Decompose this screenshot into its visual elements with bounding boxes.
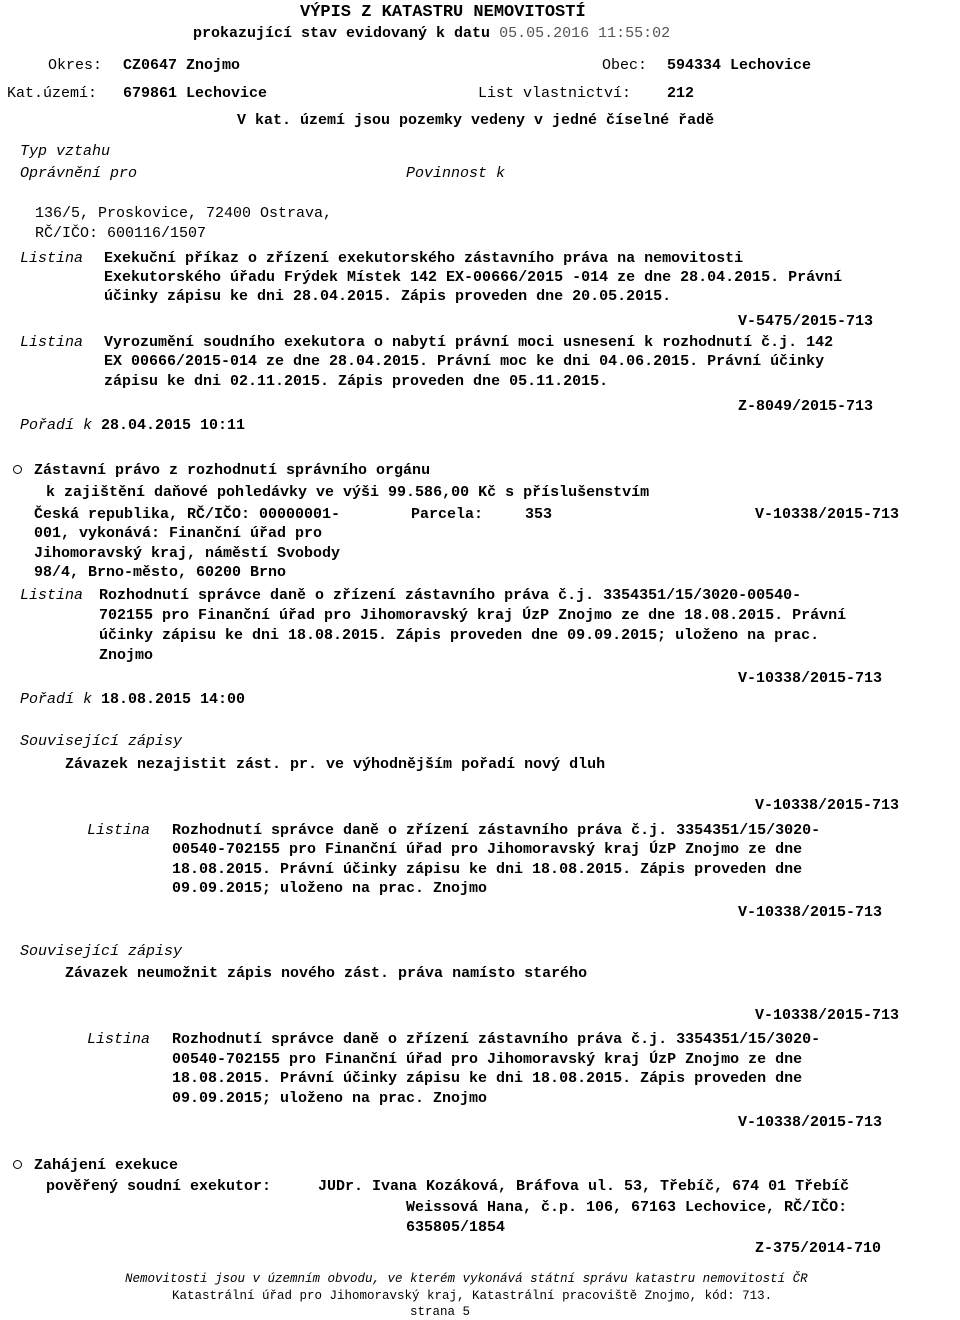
katuzemi-value: 679861 Lechovice <box>123 85 268 102</box>
entry2-title: Zástavní právo z rozhodnutí správního orgánu <box>34 462 431 479</box>
related-doc-line: Rozhodnutí správce daně o zřízení zástavního práva č.j. 3354351/15/3020- <box>172 822 821 839</box>
entry1-poradi: Pořadí k 28.04.2015 10:11 <box>20 417 246 434</box>
footer-line1: Nemovitosti jsou v územním obvodu, ve kterém vykonává státní správu katastru nemovitostí ČR <box>125 1272 808 1286</box>
list-value: 212 <box>667 85 695 102</box>
entry2-party-line: 001, vykonává: Finanční úřad pro <box>34 525 323 542</box>
entry2-doc-line: 702155 pro Finanční úřad pro Jihomoravský kraj ÚzP Znojmo ze dne 18.08.2015. Právní <box>99 607 847 624</box>
entry2-parcela-ref: V-10338/2015-713 <box>755 506 900 523</box>
entry3-party-line1: Weissová Hana, č.p. 106, 67163 Lechovice, RČ/IČO: <box>406 1199 848 1216</box>
related-doc-line: 09.09.2015; uloženo na prac. Znojmo <box>172 880 488 897</box>
list-label: List vlastnictví: <box>478 85 632 102</box>
entry3-title: Zahájení exekuce <box>34 1157 179 1174</box>
entry2-party-line: 98/4, Brno-město, 60200 Brno <box>34 564 287 581</box>
related-doc-line: Rozhodnutí správce daně o zřízení zástavního práva č.j. 3354351/15/3020- <box>172 1031 821 1048</box>
column-opravneni-pro: Oprávnění pro <box>20 165 138 182</box>
related-listina-label: Listina <box>87 822 151 839</box>
related-doc-line: 18.08.2015. Právní účinky zápisu ke dni 18.08.2015. Zápis proveden dne <box>172 1070 803 1087</box>
related-doc-line: 00540-702155 pro Finanční úřad pro Jihomoravský kraj ÚzP Znojmo ze dne <box>172 841 803 858</box>
obec-label: Obec: <box>602 57 648 74</box>
entry3-ref: Z-375/2014-710 <box>755 1240 882 1257</box>
entry3-executor-value: JUDr. Ivana Kozáková, Bráfova ul. 53, Třebíč, 674 01 Třebíč <box>318 1178 850 1195</box>
okres-value: CZ0647 Znojmo <box>123 57 241 74</box>
related-doc-line: 18.08.2015. Právní účinky zápisu ke dni 18.08.2015. Zápis proveden dne <box>172 861 803 878</box>
column-povinnost-k: Povinnost k <box>406 165 506 182</box>
entry2-party-line: Česká republika, RČ/IČO: 00000001- <box>34 506 341 523</box>
entry2-parcela-value: 353 <box>525 506 553 523</box>
entry3-executor-label: pověřený soudní exekutor: <box>46 1178 272 1195</box>
entry1-doc1-listina-label: Listina <box>20 250 84 267</box>
entry1-party-line2: RČ/IČO: 600116/1507 <box>35 225 207 242</box>
related-text: Závazek nezajistit zást. pr. ve výhodnějším pořadí nový dluh <box>65 756 606 773</box>
entry2-subtitle: k zajištění daňové pohledávky ve výši 99.586,00 Kč s příslušenstvím <box>46 484 650 501</box>
related-doc-ref: V-10338/2015-713 <box>738 1114 883 1131</box>
related-label: Související zápisy <box>20 733 183 750</box>
entry1-doc2-line: Vyrozumění soudního exekutora o nabytí právní moci usnesení k rozhodnutí č.j. 142 <box>104 334 834 351</box>
related-ref-top: V-10338/2015-713 <box>755 797 900 814</box>
entry2-party-line: Jihomoravský kraj, náměstí Svobody <box>34 545 341 562</box>
bullet-icon <box>13 1160 22 1169</box>
entry1-doc1-ref: V-5475/2015-713 <box>738 313 874 330</box>
entry2-doc-line: Znojmo <box>99 647 154 664</box>
entry1-doc2-listina-label: Listina <box>20 334 84 351</box>
entry1-doc2-line: zápisu ke dni 02.11.2015. Zápis proveden dne 05.11.2015. <box>104 373 609 390</box>
related-label: Související zápisy <box>20 943 183 960</box>
entry2-poradi: Pořadí k 18.08.2015 14:00 <box>20 691 246 708</box>
page-title: VÝPIS Z KATASTRU NEMOVITOSTÍ <box>300 3 586 22</box>
entry1-doc2-ref: Z-8049/2015-713 <box>738 398 874 415</box>
bullet-icon <box>13 465 22 474</box>
entry1-doc2-line: EX 00666/2015-014 ze dne 28.04.2015. Právní moc ke dni 04.06.2015. Právní účinky <box>104 353 825 370</box>
related-doc-ref: V-10338/2015-713 <box>738 904 883 921</box>
related-listina-label: Listina <box>87 1031 151 1048</box>
numbering-note: V kat. území jsou pozemky vedeny v jedné číselné řadě <box>237 112 715 129</box>
footer-line2: Katastrální úřad pro Jihomoravský kraj, Katastrální pracoviště Znojmo, kód: 713. <box>172 1289 773 1303</box>
entry2-listina-label: Listina <box>20 587 84 604</box>
entry1-party-line1: 136/5, Proskovice, 72400 Ostrava, <box>35 205 333 222</box>
entry1-doc1-line: Exekuční příkaz o zřízení exekutorského zástavního práva na nemovitosti <box>104 250 744 267</box>
entry2-parcela-label: Parcela: <box>411 506 484 523</box>
extract-datetime: 05.05.2016 11:55:02 <box>499 25 671 42</box>
entry1-doc1-line: účinky zápisu ke dni 28.04.2015. Zápis proveden dne 20.05.2015. <box>104 288 672 305</box>
entry3-party-line2: 635805/1854 <box>406 1219 506 1236</box>
page-number: strana 5 <box>410 1305 471 1319</box>
entry2-doc-line: účinky zápisu ke dni 18.08.2015. Zápis proveden dne 09.09.2015; uloženo na prac. <box>99 627 820 644</box>
related-doc-line: 00540-702155 pro Finanční úřad pro Jihomoravský kraj ÚzP Znojmo ze dne <box>172 1051 803 1068</box>
katuzemi-label: Kat.území: <box>7 85 98 102</box>
related-doc-line: 09.09.2015; uloženo na prac. Znojmo <box>172 1090 488 1107</box>
page-subtitle: prokazující stav evidovaný k datu 05.05.2016 11:55:02 <box>193 25 671 42</box>
related-ref-top: V-10338/2015-713 <box>755 1007 900 1024</box>
entry2-doc-line: Rozhodnutí správce daně o zřízení zástavního práva č.j. 3354351/15/3020-00540- <box>99 587 802 604</box>
okres-label: Okres: <box>48 57 103 74</box>
column-typ-vztahu: Typ vztahu <box>20 143 111 160</box>
related-text: Závazek neumožnit zápis nového zást. práva namísto starého <box>65 965 588 982</box>
obec-value: 594334 Lechovice <box>667 57 812 74</box>
entry1-doc1-line: Exekutorského úřadu Frýdek Místek 142 EX-00666/2015 -014 ze dne 28.04.2015. Právní <box>104 269 843 286</box>
entry2-doc-ref: V-10338/2015-713 <box>738 670 883 687</box>
